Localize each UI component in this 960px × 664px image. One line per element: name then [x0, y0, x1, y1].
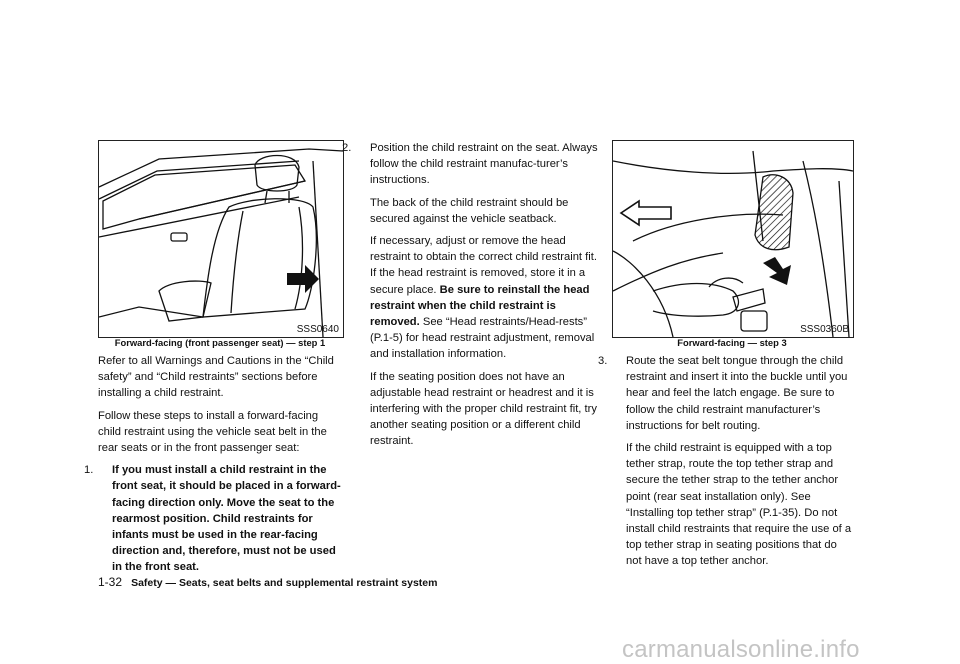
watermark: carmanualsonline.info: [622, 636, 860, 663]
tether-paragraph: If the child restraint is equipped with a top tether strap, route the top tether strap and secure the tether strap to the tether anchor point (rear seat installation only). See “Installing top tether strap” (P.1-35). Do not install child restraints that require the use of a top tether strap in seating positions that do not have a top tether anchor.: [626, 442, 852, 568]
buckle-illustration: [613, 141, 853, 337]
column-3: [598, 353, 854, 576]
step-3-text: Route the seat belt tongue through the child restraint and insert it into the buckle until you hear and feel the latch engage. Be sure to follow the child restraint manufacturer’s instructions for belt routing.: [626, 355, 848, 432]
instructions-paragraph: Follow these steps to install a forward-facing child restraint using the vehicle seat belt in the rear seats or in the front passenger seat:: [98, 409, 327, 455]
figure-code: SSS0360B: [800, 324, 849, 335]
intro-paragraph: Refer to all Warnings and Cautions in the “Child safety” and “Child restraints” sections before installing a child restraint.: [98, 355, 334, 400]
figure-caption: Forward-facing — step 3: [677, 337, 787, 348]
step-number: 3.: [598, 355, 608, 367]
section-title: Safety — Seats, seat belts and supplemental restraint system: [131, 577, 438, 589]
step-1-warning: If you must install a child restraint in the front seat, it should be placed in a forward-facing direction only. Move the seat to the rearmost position. Child restraints for infants must be used in the rear-facing direction and, therefore, must not be used in the front seat.: [112, 464, 341, 574]
step-number: 2.: [342, 142, 352, 154]
head-restraint-text-b: See “Head restraints/Head-rests” (P.1-5) for head restraint adjustment, removal and installation information.: [370, 316, 595, 361]
column-1: [84, 353, 342, 582]
figure-caption: Forward-facing (front passenger seat) — step 1: [114, 337, 326, 348]
figure-code: SSS0640: [296, 324, 339, 335]
figure-seat-belt-buckle: [612, 140, 854, 338]
head-restraint-warning: Be sure to reinstall the head restraint when the child restraint is removed.: [370, 283, 590, 329]
step-3: [598, 353, 854, 434]
adjustable-paragraph: If the seating position does not have an adjustable head restraint or headrest and it is interfering with the proper child restraint fit, try another seating position or a different child restraint.: [370, 370, 597, 448]
column-2: [342, 140, 600, 456]
head-restraint-paragraph: [356, 233, 600, 363]
figure-front-passenger-seat: [98, 140, 344, 338]
step-2-text: Position the child restraint on the seat. Always follow the child restraint manufac-turer’s instructions.: [370, 142, 598, 187]
page-number: 1-32: [98, 575, 123, 589]
seat-illustration: [99, 141, 343, 337]
page-footer: [98, 575, 437, 589]
step-1: [84, 462, 342, 575]
seatback-paragraph: The back of the child restraint should be secured against the vehicle seatback.: [370, 196, 569, 225]
head-restraint-text-a: If necessary, adjust or remove the head restraint to obtain the correct child restraint fit. If the head restraint is removed, store it in a secure place.: [370, 235, 597, 296]
step-2: [342, 140, 600, 189]
step-number: 1.: [84, 464, 94, 477]
